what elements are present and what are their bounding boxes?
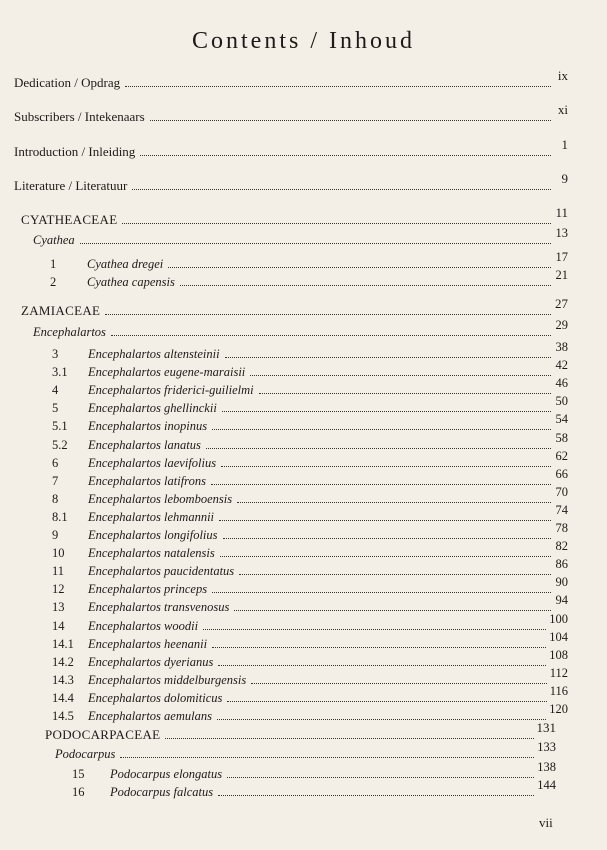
dot-leader: [251, 683, 547, 684]
entry-page-number: 112: [549, 666, 568, 680]
entry-label: Encephalartos woodii: [88, 619, 199, 633]
front-matter-entry: [14, 171, 568, 193]
front-matter-entry: [14, 137, 568, 159]
entry-label: Cyathea dregei: [87, 257, 164, 271]
species-entry: [52, 593, 568, 614]
species-entry: [52, 376, 568, 397]
entry-page-number: 82: [555, 539, 568, 553]
entry-number: 5.2: [52, 438, 68, 452]
entry-label: Encephalartos heenanii: [88, 637, 208, 651]
entry-label: Encephalartos dolomiticus: [88, 691, 223, 705]
entry-number: 7: [52, 474, 59, 488]
entry-number: 1: [50, 257, 57, 271]
entry-label: Encephalartos princeps: [88, 582, 208, 596]
front-matter-entry: [14, 68, 568, 90]
entry-label: Encephalartos altensteinii: [88, 347, 220, 361]
entry-number: 6: [52, 456, 59, 470]
page-folio: vii: [539, 815, 553, 830]
entry-page-number: 11: [555, 205, 568, 220]
dot-leader: [111, 335, 551, 336]
dot-leader: [237, 502, 551, 503]
dot-leader: [132, 189, 551, 190]
species-entry: [52, 630, 568, 651]
entry-page-number: 138: [537, 760, 556, 774]
entry-page-number: 86: [555, 557, 568, 571]
entry-label: Cyathea capensis: [87, 275, 175, 289]
species-entry: [52, 702, 568, 723]
entry-label: Podocarpus elongatus: [110, 767, 223, 781]
species-entry: [52, 394, 568, 415]
entry-label: Subscribers / Intekenaars: [14, 109, 145, 124]
entry-label: Literature / Literatuur: [14, 178, 128, 193]
dot-leader: [150, 120, 551, 121]
dot-leader: [122, 223, 551, 224]
family-entry: [45, 720, 556, 742]
entry-number: 14.1: [52, 637, 74, 651]
dot-leader: [218, 795, 534, 796]
entry-page-number: 38: [555, 340, 568, 354]
dot-leader: [168, 267, 551, 268]
entry-number: 10: [52, 546, 65, 560]
entry-page-number: 9: [561, 171, 568, 186]
entry-label: Encephalartos aemulans: [88, 709, 212, 723]
species-entry: [52, 503, 568, 524]
entry-label: Encephalartos middelburgensis: [88, 673, 247, 687]
entry-label: Podocarpus falcatus: [110, 785, 214, 799]
entry-label: Cyathea: [33, 233, 75, 247]
species-entry: [52, 557, 568, 578]
species-entry: [52, 449, 568, 470]
dot-leader: [212, 429, 551, 430]
entry-label: Introduction / Inleiding: [14, 144, 136, 159]
entry-number: 8.1: [52, 510, 68, 524]
entry-label: Encephalartos dyerianus: [88, 655, 214, 669]
entry-page-number: ix: [557, 68, 568, 83]
entry-page-number: 21: [555, 268, 568, 282]
dot-leader: [219, 520, 551, 521]
entry-page-number: 62: [555, 449, 568, 463]
entry-label: Encephalartos longifolius: [88, 528, 218, 542]
entry-page-number: xi: [557, 102, 568, 117]
entry-page-number: 74: [555, 503, 568, 517]
entry-number: 12: [52, 582, 65, 596]
entry-page-number: 120: [549, 702, 568, 716]
family-entry: [21, 205, 568, 227]
entry-number: 14.5: [52, 709, 74, 723]
genus-entry: [55, 740, 556, 761]
dot-leader: [125, 86, 551, 87]
dot-leader: [180, 285, 551, 286]
species-entry: [50, 268, 568, 289]
entry-number: 14.2: [52, 655, 74, 669]
entry-label: Encephalartos transvenosus: [88, 600, 230, 614]
entry-number: 2: [50, 275, 57, 289]
dot-leader: [234, 610, 551, 611]
entry-page-number: 94: [555, 593, 568, 607]
entry-number: 5: [52, 401, 59, 415]
entry-page-number: 144: [537, 778, 556, 792]
page-title: Contents / Inhoud: [192, 28, 415, 54]
dot-leader: [212, 647, 546, 648]
entry-label: Encephalartos natalensis: [88, 546, 215, 560]
entry-label: Encephalartos ghellinckii: [88, 401, 217, 415]
dot-leader: [218, 665, 546, 666]
entry-page-number: 116: [549, 684, 568, 698]
species-entry: [72, 778, 556, 799]
entry-label: ZAMIACEAE: [21, 303, 101, 318]
dot-leader: [217, 719, 546, 720]
species-entry: [52, 485, 568, 506]
entry-page-number: 42: [555, 358, 568, 372]
entry-label: Encephalartos lebomboensis: [88, 492, 233, 506]
dot-leader: [203, 629, 546, 630]
species-entry: [52, 358, 568, 379]
dot-leader: [225, 357, 551, 358]
species-entry: [52, 340, 568, 361]
entry-number: 4: [52, 383, 59, 397]
dot-leader: [80, 243, 551, 244]
entry-number: 3.1: [52, 365, 68, 379]
entry-label: PODOCARPACEAE: [45, 727, 161, 742]
species-entry: [52, 684, 568, 705]
entry-page-number: 13: [555, 226, 568, 240]
species-entry: [52, 612, 568, 633]
species-entry: [52, 666, 568, 687]
entry-page-number: 1: [561, 137, 568, 152]
front-matter-entry: [14, 102, 568, 124]
dot-leader: [211, 484, 551, 485]
entry-page-number: 133: [537, 740, 556, 754]
genus-entry: [33, 318, 568, 339]
entry-page-number: 29: [555, 318, 568, 332]
dot-leader: [165, 738, 533, 739]
entry-label: Encephalartos paucidentatus: [88, 564, 235, 578]
entry-number: 15: [72, 767, 85, 781]
entry-page-number: 54: [555, 412, 568, 426]
dot-leader: [227, 701, 546, 702]
entry-number: 8: [52, 492, 59, 506]
entry-label: Encephalartos lanatus: [88, 438, 201, 452]
entry-page-number: 50: [555, 394, 568, 408]
entry-page-number: 104: [549, 630, 568, 644]
entry-page-number: 100: [549, 612, 568, 626]
entry-page-number: 27: [555, 296, 568, 311]
entry-label: Dedication / Opdrag: [14, 75, 121, 90]
entry-page-number: 108: [549, 648, 568, 662]
entry-label: Encephalartos friderici-guilielmi: [88, 383, 254, 397]
dot-leader: [212, 592, 551, 593]
entry-page-number: 70: [555, 485, 568, 499]
entry-label: Encephalartos: [33, 325, 106, 339]
entry-page-number: 46: [555, 376, 568, 390]
entry-label: CYATHEACEAE: [21, 212, 118, 227]
entry-number: 11: [52, 564, 65, 578]
dot-leader: [239, 574, 551, 575]
entry-page-number: 58: [555, 431, 568, 445]
species-entry: [52, 412, 568, 433]
dot-leader: [140, 155, 551, 156]
dot-leader: [250, 375, 551, 376]
dot-leader: [220, 556, 551, 557]
species-entry: [52, 467, 568, 488]
entry-label: Encephalartos laevifolius: [88, 456, 217, 470]
dot-leader: [221, 466, 551, 467]
entry-number: 14.4: [52, 691, 74, 705]
entry-number: 14: [52, 619, 65, 633]
entry-page-number: 131: [536, 720, 556, 735]
species-entry: [50, 250, 568, 271]
species-entry: [52, 539, 568, 560]
entry-label: Encephalartos inopinus: [88, 419, 208, 433]
entry-page-number: 78: [555, 521, 568, 535]
species-entry: [72, 760, 556, 781]
entry-number: 16: [72, 785, 85, 799]
dot-leader: [105, 314, 551, 315]
dot-leader: [223, 538, 551, 539]
entry-label: Encephalartos eugene-maraisii: [88, 365, 246, 379]
entry-page-number: 66: [555, 467, 568, 481]
dot-leader: [222, 411, 551, 412]
entry-number: 3: [52, 347, 59, 361]
entry-number: 13: [52, 600, 65, 614]
dot-leader: [259, 393, 551, 394]
entry-label: Encephalartos lehmannii: [88, 510, 215, 524]
species-entry: [52, 521, 568, 542]
entry-label: Podocarpus: [55, 747, 116, 761]
entry-number: 14.3: [52, 673, 74, 687]
entry-page-number: 90: [555, 575, 568, 589]
dot-leader: [227, 777, 534, 778]
family-entry: [21, 296, 568, 318]
species-entry: [52, 431, 568, 452]
entry-number: 5.1: [52, 419, 68, 433]
species-entry: [52, 648, 568, 669]
entry-label: Encephalartos latifrons: [88, 474, 206, 488]
entry-number: 9: [52, 528, 59, 542]
genus-entry: [33, 226, 568, 247]
entry-page-number: 17: [555, 250, 568, 264]
dot-leader: [120, 757, 534, 758]
dot-leader: [206, 448, 551, 449]
species-entry: [52, 575, 568, 596]
